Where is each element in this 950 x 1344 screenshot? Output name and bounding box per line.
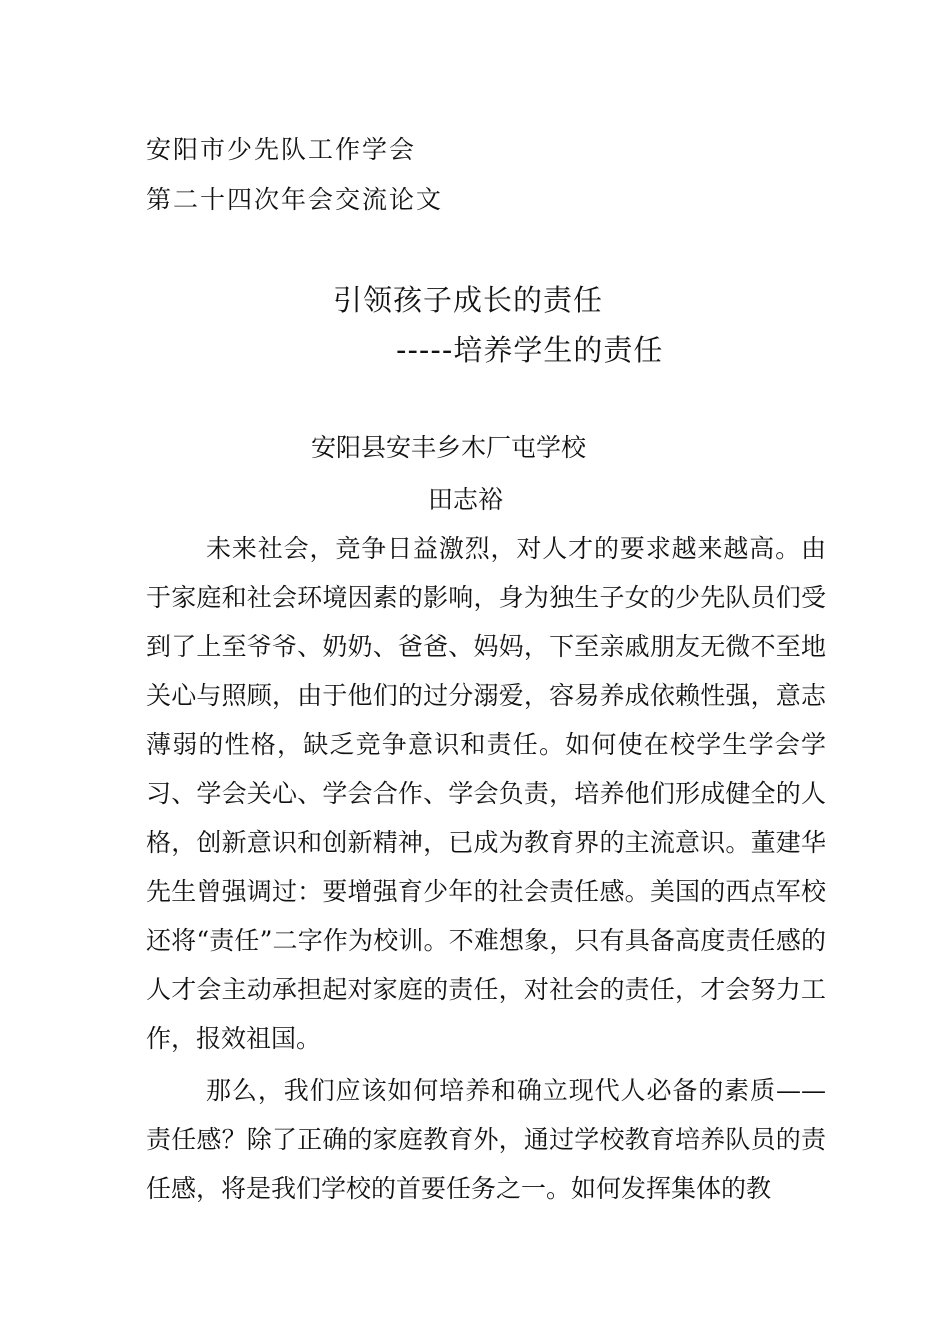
author-name: 田志裕 [428, 485, 504, 514]
document-title: 引领孩子成长的责任 [333, 283, 604, 317]
header-conference: 第二十四次年会交流论文 [146, 185, 444, 214]
document-subtitle: -----培养学生的责任 [396, 333, 664, 367]
body-paragraph-2: 那么，我们应该如何培养和确立现代人必备的素质——责任感？除了正确的家庭教育外，通过学校教育培养队员的责任感，将是我们学校的首要任务之一。如何发挥集体的教 [146, 1076, 826, 1203]
author-school: 安阳县安丰乡木厂屯学校 [311, 433, 587, 462]
body-paragraph-1: 未来社会，竞争日益激烈，对人才的要求越来越高。由于家庭和社会环境因素的影响，身为独生子女的少先队员们受到了上至爷爷、奶奶、爸爸、妈妈，下至亲戚朋友无微不至地关心与照顾，由于他们的过分溺爱，容易养成依赖性强，意志薄弱的性格，缺乏竞争意识和责任。如何使在校学生学会学习、学会关心、学会合作、学会负责，培养他们形成健全的人格，创新意识和创新精神，已成为教育界的主流意识。董建华先生曾强调过：要增强育少年的社会责任感。美国的西点军校还将“责任”二字作为校训。不难想象，只有具备高度责任感的人才会主动承担起对家庭的责任，对社会的责任，才会努力工作，报效祖国。 [146, 534, 826, 1053]
body-text [146, 524, 826, 1213]
header-organization: 安阳市少先队工作学会 [146, 135, 417, 164]
